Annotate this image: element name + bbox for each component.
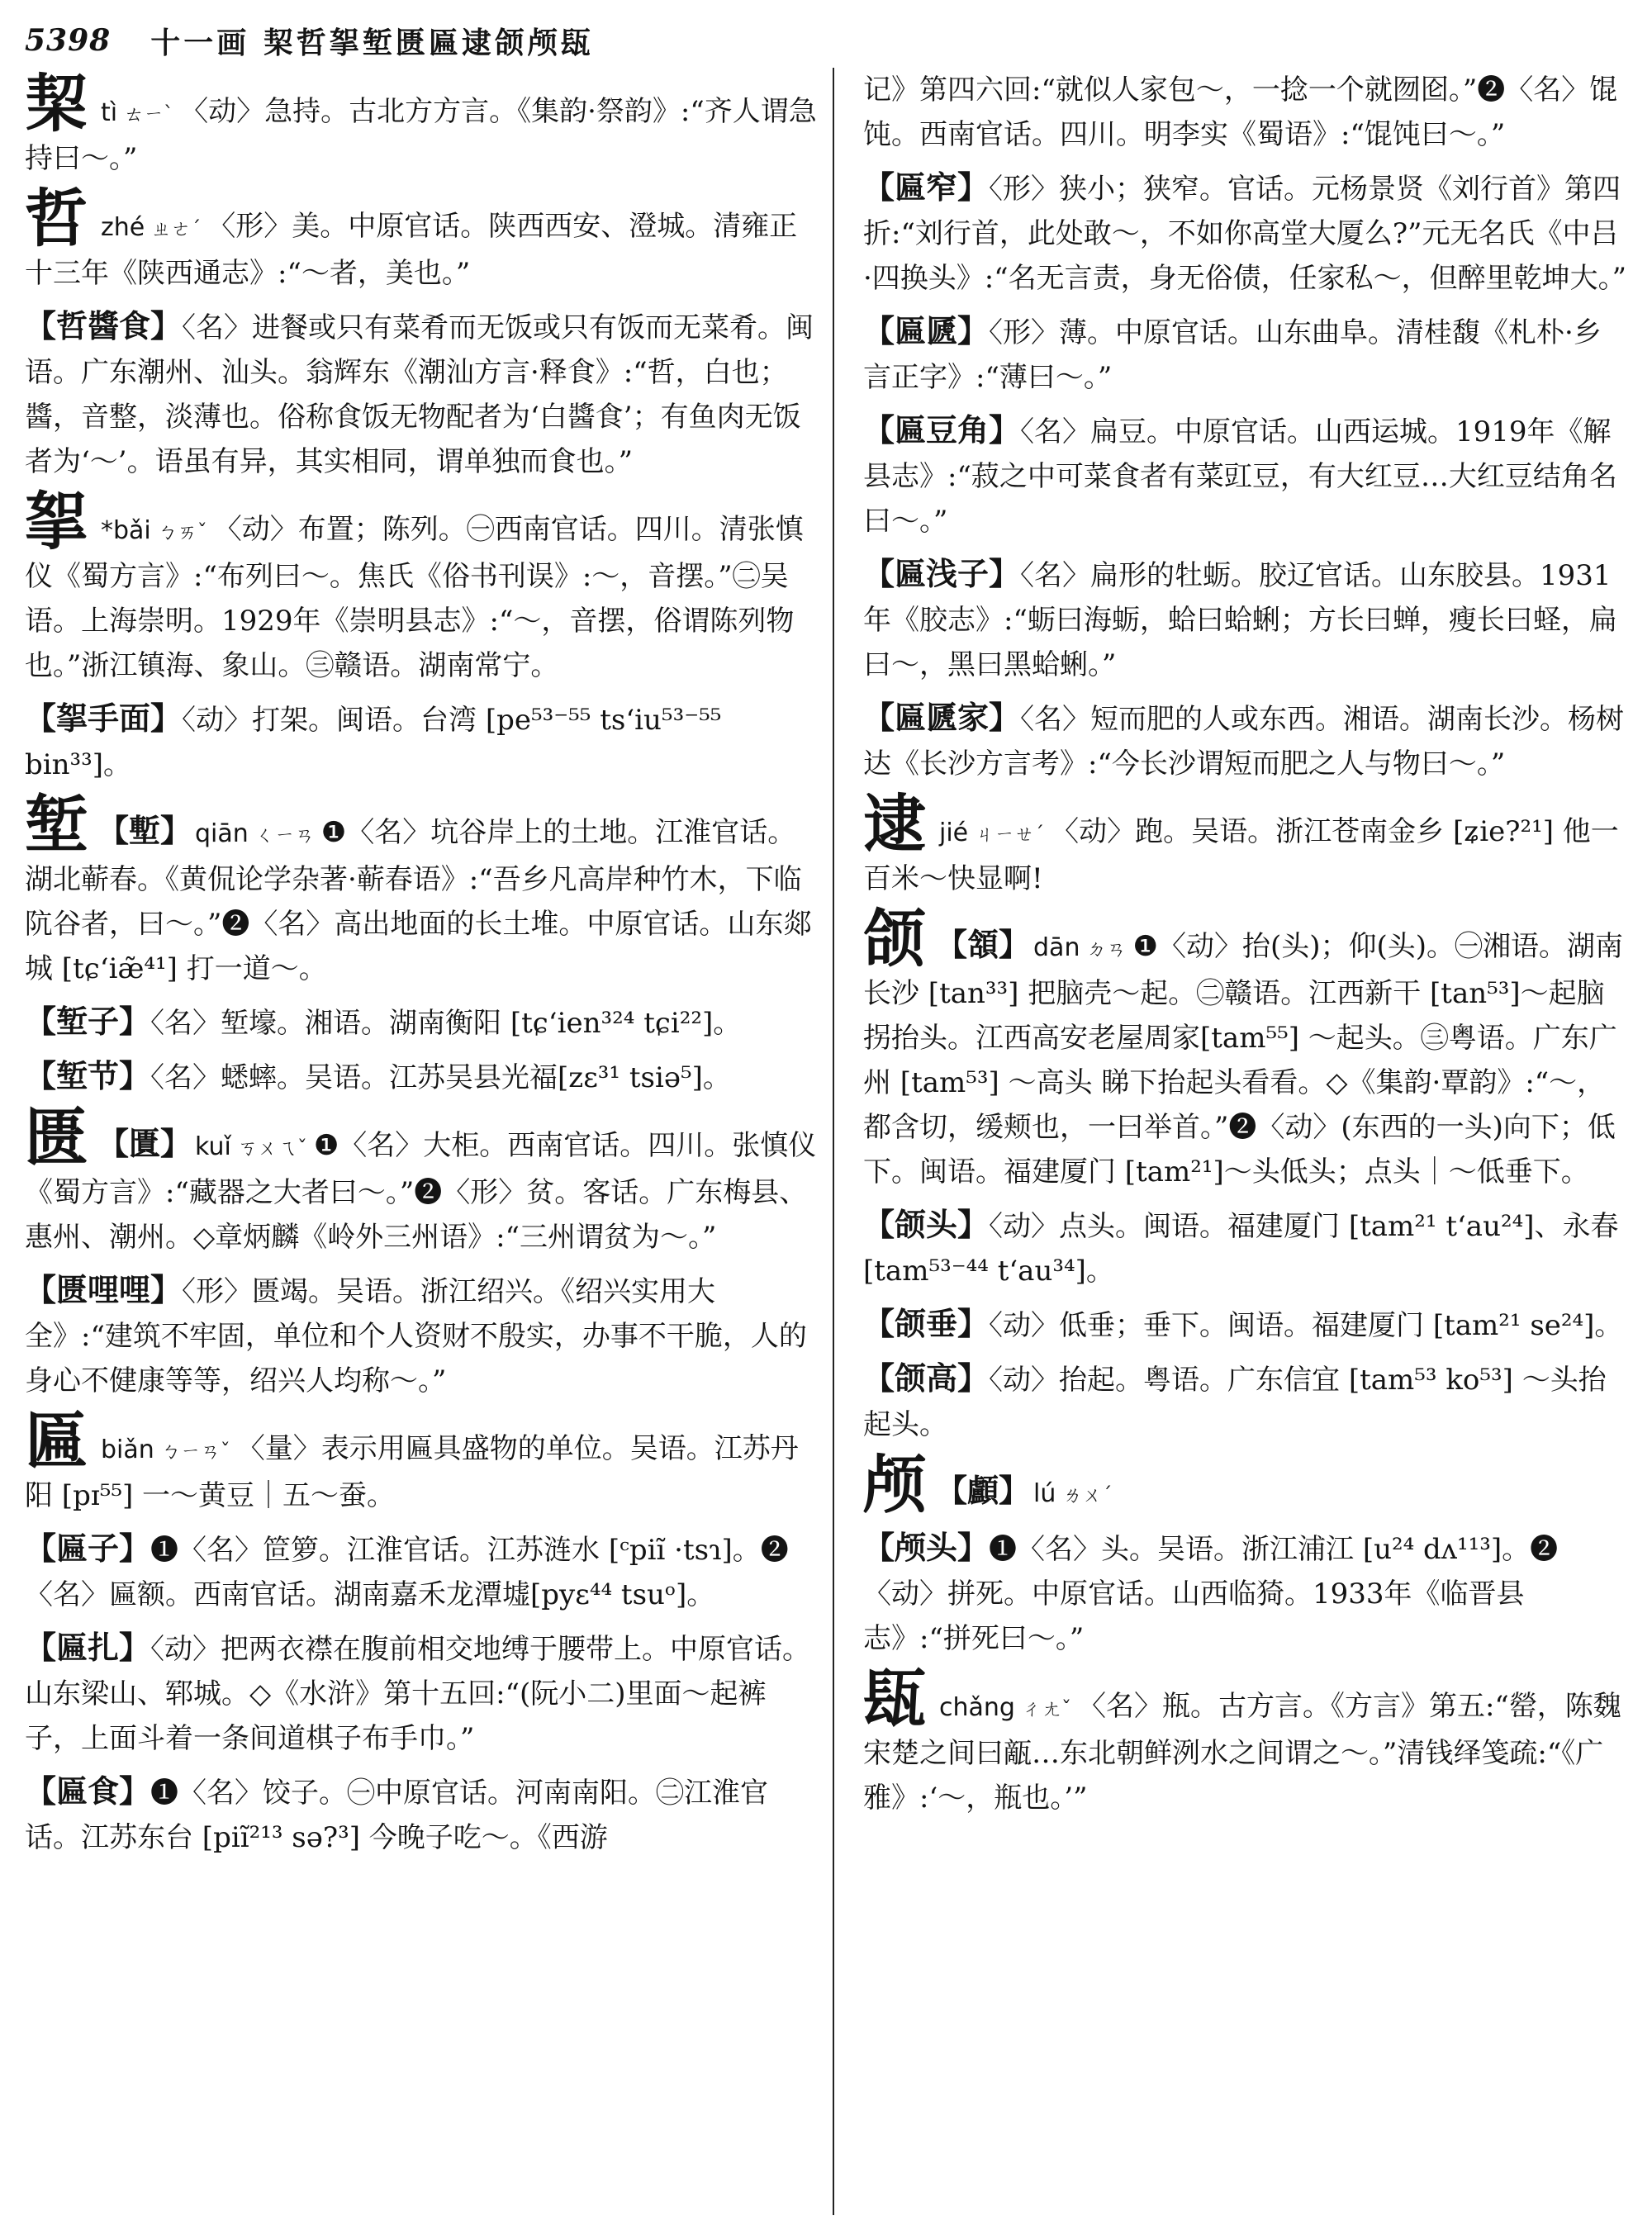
pinyin: tì <box>101 98 118 127</box>
definition-text: 〈名〉扁豆。中原官话。山西运城。1919年《解县志》:“菽之中可菜食者有菜豇豆，有大红豆…大红豆结角名曰～。” <box>863 415 1617 538</box>
definition-text: 〈形〉匮竭。吴语。浙江绍兴。《绍兴实用大全》:“建筑不牢固，单位和个人资财不殷实，办事不干脆，人的身心不健康等等，绍兴人均称～。” <box>25 1275 807 1397</box>
headword-char: 挐 <box>25 485 88 558</box>
definition-text: 〈动〉抬起。粤语。广东信宜 [tam⁵³ ko⁵³] ～头抬起头。 <box>863 1364 1607 1441</box>
traditional-form: 【頷】 <box>936 926 1031 963</box>
compound-entry <box>863 1302 1627 1348</box>
compound-term: 【颅头】 <box>863 1529 990 1566</box>
page-number: 5398 <box>25 23 112 58</box>
definition-text: 〈名〉进餐或只有菜肴而无饭或只有饭而无菜肴。闽语。广东潮州、汕头。翁辉东《潮汕方言·释食》:“哲，白也；醬，音整，淡薄也。俗称食饭无物配者为‘白醬食’；有鱼肉无饭者为‘～’。语虽有异，其实相同，谓单独而食也。” <box>25 311 814 478</box>
compound-entry <box>25 304 818 484</box>
definition-text: 〈名〉扁形的牡蛎。胶辽官话。山东胶县。1931年《胶志》:“蛎曰海蛎，蛤曰蛤蜊；方长曰蝉，瘦长曰蛏，扁曰～，黑曰黑蛤蜊。” <box>863 559 1617 681</box>
headword-char: 逮 <box>863 787 926 861</box>
headword-entry <box>25 182 818 296</box>
zhuyin: ㄐㄧㄝˊ <box>975 823 1045 846</box>
headword-char: 哲 <box>25 182 88 255</box>
pinyin: dān <box>1033 933 1080 962</box>
headword-entry <box>863 1448 1627 1521</box>
headword-entry <box>863 1662 1627 1820</box>
compound-entry <box>863 1525 1627 1661</box>
definition-text: 〈动〉打架。闽语。台湾 [pe⁵³⁻⁵⁵ ts‘iu⁵³⁻⁵⁵ bin³³]。 <box>25 704 722 781</box>
definition-text: 〈形〉狭小；狭窄。官话。元杨景贤《刘行首》第四折:“刘行首，此处敢～，不如你高堂大厦么?”元无名氏《中吕·四换头》:“名无言责，身无俗债，任家私～，但醉里乾坤大。” <box>863 173 1627 295</box>
compound-entry <box>25 999 818 1046</box>
headword-char: 颅 <box>863 1448 926 1521</box>
traditional-form: 【顱】 <box>936 1472 1031 1509</box>
definition-text: 〈形〉薄。中原官话。山东曲阜。清桂馥《札朴·乡言正字》:“薄曰～。” <box>863 316 1602 394</box>
compound-entry <box>25 1625 818 1761</box>
compound-entry <box>25 1268 818 1403</box>
zhuyin: ㄉㄢ <box>1086 937 1127 961</box>
compound-entry <box>25 1769 818 1860</box>
headword-char: 瓺 <box>863 1662 926 1735</box>
traditional-form: 【塹】 <box>97 812 192 849</box>
headword-entry <box>25 485 818 688</box>
column-divider <box>833 68 834 2215</box>
zhuyin: ㄑㄧㄢ <box>254 823 315 847</box>
definition-text: 〈动〉把两衣襟在腹前相交地缚于腰带上。中原官话。山东梁山、郓城。◇《水浒》第十五回:“(阮小二)里面～起裤子，上面斗着一条间道棋子布手巾。” <box>25 1633 811 1755</box>
compound-term: 【匾扎】 <box>25 1629 151 1666</box>
definition-text: ❶〈名〉饺子。㊀中原官话。河南南阳。㊁江淮官话。江苏东台 [piĩ²¹³ sə?³] 今晚子吃～。《西游 <box>25 1777 769 1854</box>
definition-text: 〈动〉低垂；垂下。闽语。福建厦门 [tam²¹ se²⁴]。 <box>989 1309 1623 1342</box>
pinyin: jié <box>939 818 969 847</box>
compound-term: 【匾浅子】 <box>863 555 1021 592</box>
definition-text: 〈名〉堑壕。湘语。湖南衡阳 [tɕ‘ien³²⁴ tɕi²²]。 <box>150 1007 742 1040</box>
headword-char: 堑 <box>25 788 88 861</box>
compound-term: 【匾窄】 <box>863 168 990 206</box>
compound-term: 【堑节】 <box>25 1057 151 1094</box>
compound-term: 【颌头】 <box>863 1206 990 1243</box>
compound-entry <box>863 552 1627 687</box>
headword-entry <box>25 67 818 181</box>
zhuyin: ㄓㄜˊ <box>151 217 202 240</box>
continued-entry <box>863 68 1627 157</box>
headword-char: 颌 <box>863 902 926 975</box>
zhuyin: ㄎㄨㄟˇ <box>237 1136 307 1160</box>
compound-term: 【匾㔸】 <box>863 312 990 349</box>
left-column <box>25 68 818 1868</box>
compound-entry <box>863 695 1627 786</box>
headword-char: 匮 <box>25 1101 88 1174</box>
headword-entry <box>25 1101 818 1260</box>
headword-entry <box>25 1404 818 1518</box>
definition-text: 〈形〉美。中原官话。陕西西安、澄城。清雍正十三年《陕西通志》:“～者，美也。” <box>25 210 798 290</box>
headword-entry <box>25 788 818 991</box>
definition-text: 〈动〉布置；陈列。㊀西南官话。四川。清张慎仪《蜀方言》:“布列曰～。焦氏《俗书刊误》:～，音摆。”㊁吴语。上海崇明。1929年《崇明县志》:“～，音摆，俗谓陈列物也。”浙江镇海、象山。㊂赣语。湖南常宁。 <box>25 513 804 682</box>
definition-text: ❶〈名〉大柜。西南官话。四川。张慎仪《蜀方言》:“藏器之大者曰～。”❷〈形〉贫。客话。广东梅县、惠州、潮州。◇章炳麟《岭外三州语》:“三州谓贫为～。” <box>25 1129 817 1254</box>
definition-text: ❶〈名〉笸箩。江淮官话。江苏涟水 [ᶜpiĩ ·tsɿ]。❷〈名〉匾额。西南官话。湖南嘉禾龙潭墟[pyɛ⁴⁴ tsuᵒ]。 <box>25 1534 789 1611</box>
headword-char: 匾 <box>25 1404 88 1478</box>
definition-text: ❶〈名〉坑谷岸上的土地。江淮官话。湖北蕲春。《黄侃论学杂著·蕲春语》:“吾乡凡高岸种竹木，下临阬谷者，曰～。”❷〈名〉高出地面的长土堆。中原官话。山东郯城 [tɕ‘iæ̃⁴¹] 打一道～。 <box>25 816 812 985</box>
pinyin: chǎng <box>939 1693 1015 1722</box>
headword-entry <box>863 902 1627 1194</box>
compound-term: 【匾豆角】 <box>863 411 1021 448</box>
zhuyin: ㄔㄤˇ <box>1021 1697 1071 1720</box>
pinyin: *bǎi <box>101 516 151 545</box>
page-header <box>25 15 1627 66</box>
compound-entry <box>863 408 1627 543</box>
compound-term: 【匾食】 <box>25 1772 151 1810</box>
definition-text: 〈动〉跑。吴语。浙江苍南金乡 [ʑie?²¹] 他一百米～快显啊! <box>863 815 1619 895</box>
definition-text: 〈动〉点头。闽语。福建厦门 [tam²¹ t‘au²⁴]、永春 [tam⁵³⁻⁴⁴ t‘au³⁴]。 <box>863 1210 1619 1288</box>
definition-text: ❶〈名〉头。吴语。浙江浦江 [u²⁴ dʌ¹¹³]。❷〈动〉拼死。中原官话。山西临猗。1933年《临晋县志》:“拼死曰～。” <box>863 1533 1559 1655</box>
compound-term: 【哲醬食】 <box>25 307 183 344</box>
running-head: 十一画 栔哲挐堑匮匾逮颌颅瓺 <box>150 25 594 60</box>
compound-entry <box>863 165 1627 301</box>
definition-text: 〈名〉蟋蟀。吴语。江苏吴县光福[zɛ³¹ tsiə⁵]。 <box>150 1061 731 1094</box>
zhuyin: ㄊㄧˋ <box>124 102 174 126</box>
definition-text: 记》第四六回:“就似人家包～，一捻一个就囫囵。”❷〈名〉馄饨。西南官话。四川。明李实《蜀语》:“馄饨曰～。” <box>863 74 1618 151</box>
compound-entry <box>863 309 1627 400</box>
definition-text: ❶〈动〉抬(头)；仰(头)。㊀湘语。湖南长沙 [tan³³] 把脑壳～起。㊁赣语。江西新干 [tan⁵³]～起脑拐抬头。江西高安老屋周家[tam⁵⁵] ～起头。㊂粤语。广东广州 [tam⁵³] ～高头 睇下抬起头看看。◇《集韵·覃韵》:“～，都含切，缓颊也，一曰举首。”❷〈动〉(东西的一头)向下；低下。闽语。福建厦门 [tam²¹]～头低头；点头｜～低垂下。 <box>863 930 1624 1189</box>
pinyin: lú <box>1033 1479 1056 1508</box>
zhuyin: ㄅㄞˇ <box>157 520 207 543</box>
pinyin: qiān <box>195 819 249 848</box>
compound-term: 【颌垂】 <box>863 1305 990 1342</box>
headword-entry <box>863 787 1627 901</box>
compound-entry <box>863 1203 1627 1293</box>
definition-text: 〈名〉瓶。古方言。《方言》第五:“罃，陈魏宋楚之间曰甋…东北朝鲜洌水之间谓之～。”清钱绎笺疏:“《广雅》:‘～，瓶也。’” <box>863 1690 1621 1815</box>
compound-term: 【匾子】 <box>25 1530 151 1567</box>
traditional-form: 【匱】 <box>97 1125 192 1162</box>
compound-entry <box>863 1356 1627 1447</box>
headword-char: 栔 <box>25 67 88 140</box>
definition-text: 〈动〉急持。古北方方言。《集韵·祭韵》:“齐人谓急持曰～。” <box>25 95 817 175</box>
compound-term: 【匾㔸家】 <box>863 699 1021 736</box>
pinyin: kuǐ <box>195 1132 231 1161</box>
compound-term: 【匮哩哩】 <box>25 1271 183 1308</box>
definition-text: 〈名〉短而肥的人或东西。湘语。湖南长沙。杨树达《长沙方言考》:“今长沙谓短而肥之人与物曰～。” <box>863 703 1625 780</box>
compound-entry <box>25 1526 818 1617</box>
compound-term: 【挐手面】 <box>25 700 183 737</box>
pinyin: biǎn <box>101 1435 154 1464</box>
pinyin: zhé <box>101 213 145 242</box>
compound-term: 【堑子】 <box>25 1003 151 1040</box>
compound-entry <box>25 696 818 787</box>
right-column <box>863 68 1627 1829</box>
zhuyin: ㄌㄨˊ <box>1062 1483 1113 1506</box>
compound-term: 【颌高】 <box>863 1359 990 1397</box>
zhuyin: ㄅㄧㄢˇ <box>160 1440 230 1463</box>
definition-text: 〈量〉表示用匾具盛物的单位。吴语。江苏丹阳 [pɪ⁵⁵] 一～黄豆｜五～蚕。 <box>25 1432 799 1512</box>
compound-entry <box>25 1054 818 1100</box>
